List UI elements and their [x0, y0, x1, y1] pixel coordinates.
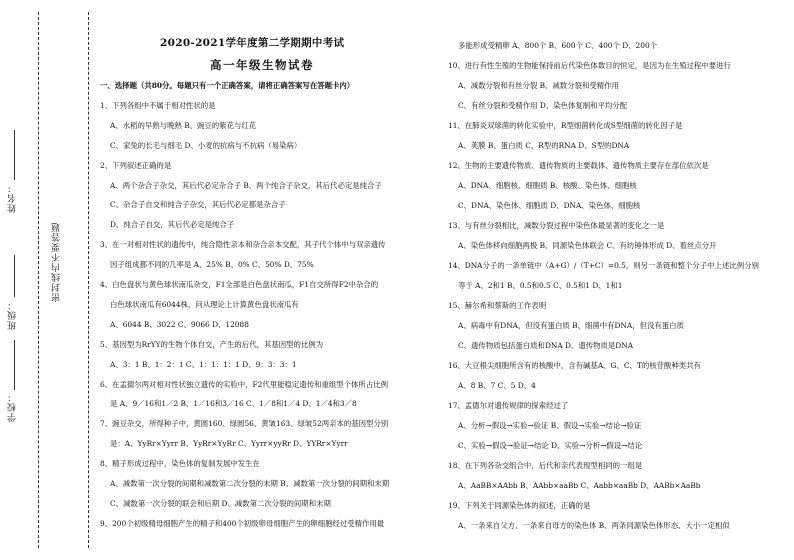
question-line: 12、生物的主要遗传物质、遗传物质的主要载体、遗传物质主要存在部位依次是	[448, 161, 709, 170]
question-line: A、两个杂合子杂交，其后代必定杂合子 B、两个纯合子杂交，其后代必定是纯合子	[110, 180, 382, 190]
question-line: 多能形成受精卵 A、800个 B、600个 C、400个 D、200个	[458, 41, 658, 50]
name-underline	[14, 130, 15, 180]
question-line: 16、大豆根尖细胞所含有的核酸中，含有碱基A、G、C、T的核苷酸种类共有	[448, 361, 701, 370]
exam-title: 2020-2021学年度第二学期期中考试	[160, 37, 345, 49]
question-line: 11、在肺炎双球菌的转化实验中，R型细菌转化成S型细菌的转化因子是	[448, 121, 683, 130]
question-line: 3、在一对相对性状的遗传中，纯合隐性亲本和杂合亲本交配，其子代个体中与双亲遗传	[100, 240, 386, 250]
school-underline	[14, 340, 15, 390]
question-line: A、AaBB×AAbb B、AAbb×aaBb C、Aabb×aaBb D、AABb×AaBb	[458, 481, 701, 490]
question-line: C、实验→假设→验证→结论 D、实验→分析→假设→结论	[458, 441, 643, 450]
question-line: A、染色体移向细胞两极 B、同源染色体联会 C、有纺锤体形成 D、着丝点分开	[458, 241, 717, 250]
question-line: C、家兔的长毛与细毛 D、小麦的抗病与不抗病（易染病）	[110, 140, 302, 150]
school-label: 学校：	[8, 392, 18, 422]
question-line: A、减数第一次分裂的间期和减数第二次分裂的末期 B、减数第一次分裂的间期和末期	[110, 479, 390, 488]
question-line: A、DNA、细胞核、细胞质 B、核酸、染色体、细胞核	[458, 181, 637, 190]
cut-line-outer	[38, 12, 39, 548]
question-line: 8、精子形成过程中，染色体的复制发展中发生在	[100, 459, 260, 469]
question-line: 因子组成都不同的几率是 A、25% B、0% C、50% D、75%	[110, 260, 314, 270]
name-label: 姓名：	[8, 183, 18, 213]
question-line: A、病毒中有DNA，但没有蛋白质 B、细菌中有DNA，但没有蛋白质	[458, 321, 684, 330]
question-line: 19、下列关于同源染色体的叙述，正确的是	[448, 501, 591, 510]
question-line: A、一条来自父方、一条来自母方的染色体 B、两条同源染色体形态、大小一定相似	[458, 521, 730, 530]
question-line: A、6044 B、3022 C、9066 D、12088	[110, 319, 249, 329]
cut-line-inner	[88, 12, 89, 548]
question-line: 9、200个初级精母细胞产生的精子和400个初级卵母细胞产生的卵细胞经过受精作用最	[100, 518, 385, 528]
question-line: C、杂合子自交和纯合子杂交，其后代必定都是杂合子	[110, 200, 286, 210]
question-line: 是 A、9／16和1／2 B、1／16和3／16 C、1／8和1／4 D、1／4和3／8	[110, 399, 357, 409]
question-line: 4、白色盘状与黄色球状南瓜杂交，F1全部是白色盘状南瓜，F1自交所得F2中杂合的	[100, 280, 379, 289]
seal-text: 密封线内不要答题	[52, 222, 62, 302]
binding-margin	[0, 0, 100, 560]
exam-subtitle: 高一年级生物试卷	[210, 58, 314, 72]
question-line: A、水稻的早熟与晚熟 B、豌豆的紫花与红花	[110, 120, 257, 130]
question-line: 7、豌豆杂交，所得种子中，黄圆160、绿圆56、黄皱163、绿皱52两亲本的基因型分别	[100, 419, 389, 429]
class-underline	[14, 255, 15, 297]
question-line: C、有丝分裂和受精作用 D、染色体复制和平均分配	[458, 101, 628, 110]
question-line: 15、赫尔希和蔡斯的工作表明	[448, 301, 547, 310]
right-column	[448, 0, 794, 560]
question-line: 18、在下列各杂交组合中，后代和亲代表现型相同的一组是	[448, 461, 643, 470]
left-column	[100, 0, 440, 560]
question-line: 等于 A、2和1 B、0.5和0.5 C、0.5和1 D、1和1	[458, 281, 623, 290]
question-line: 1、下列各组中不属于相对性状的是	[100, 100, 216, 110]
question-line: A、荚膜 B、蛋白质 C、R型的RNA D、S型的DNA	[458, 141, 630, 150]
class-label: 班级：	[8, 300, 18, 330]
question-line: 10、进行有性生殖的生物能保持前后代染色体数目的恒定，是因为在生殖过程中要进行	[448, 61, 731, 70]
question-line: 5、基因型为RrYY的生物个体自交，产生的后代，其基因型的比例为	[100, 339, 324, 349]
question-line: 13、与有丝分裂相比，减数分裂过程中染色体最显著的变化之一是	[448, 221, 665, 230]
question-line: A、8 B、7 C、5 D、4	[458, 381, 536, 390]
question-line: A、3：1 B、1：2：1 C、1：1：1：1 D、9：3：3：1	[110, 359, 297, 369]
question-line: 是：A、YyRr×Yyrr B、YyRr×YyRr C、Yyrr×yyRr D、YYRr×Yyrr	[110, 439, 348, 449]
question-line: 14、DNA分子的一条单链中（A+G）/（T+C）=0.5，则另一条链和整个分子中上述比例分别	[448, 261, 759, 270]
question-line: C、减数第一次分裂的联会和后期 D、减数第二次分裂的间期和末期	[110, 498, 331, 508]
question-line: C、遗传物质包括蛋白质和DNA D、遗传物质是DNA	[458, 341, 634, 350]
question-line: 2、下列叙述正确的是	[100, 160, 172, 170]
question-line: D、纯合子自交，其后代必定是纯合子	[110, 220, 235, 230]
question-line: C、DNA、染色体、细胞质 D、DNA、染色体、细胞核	[458, 201, 641, 210]
question-line: 白色球状南瓜有6044株，问从理论上计算黄色盘状南瓜有	[110, 299, 299, 309]
question-line: 17、孟德尔对遗传规律的探索经过了	[448, 401, 569, 410]
question-line: A、减数分裂和有丝分裂 B、减数分裂和受精作用	[458, 81, 619, 90]
question-line: 一、选择题（共80分。每题只有一个正确答案，请将正确答案写在答题卡内）	[100, 81, 355, 90]
question-line: 6、在孟德尔两对相对性状独立遗传的实验中，F2代里能稳定遗传和重组型个体所占比例	[100, 379, 388, 389]
question-line: A、分析→假设→实验→验证 B、假设→实验→结论→验证	[458, 421, 642, 430]
